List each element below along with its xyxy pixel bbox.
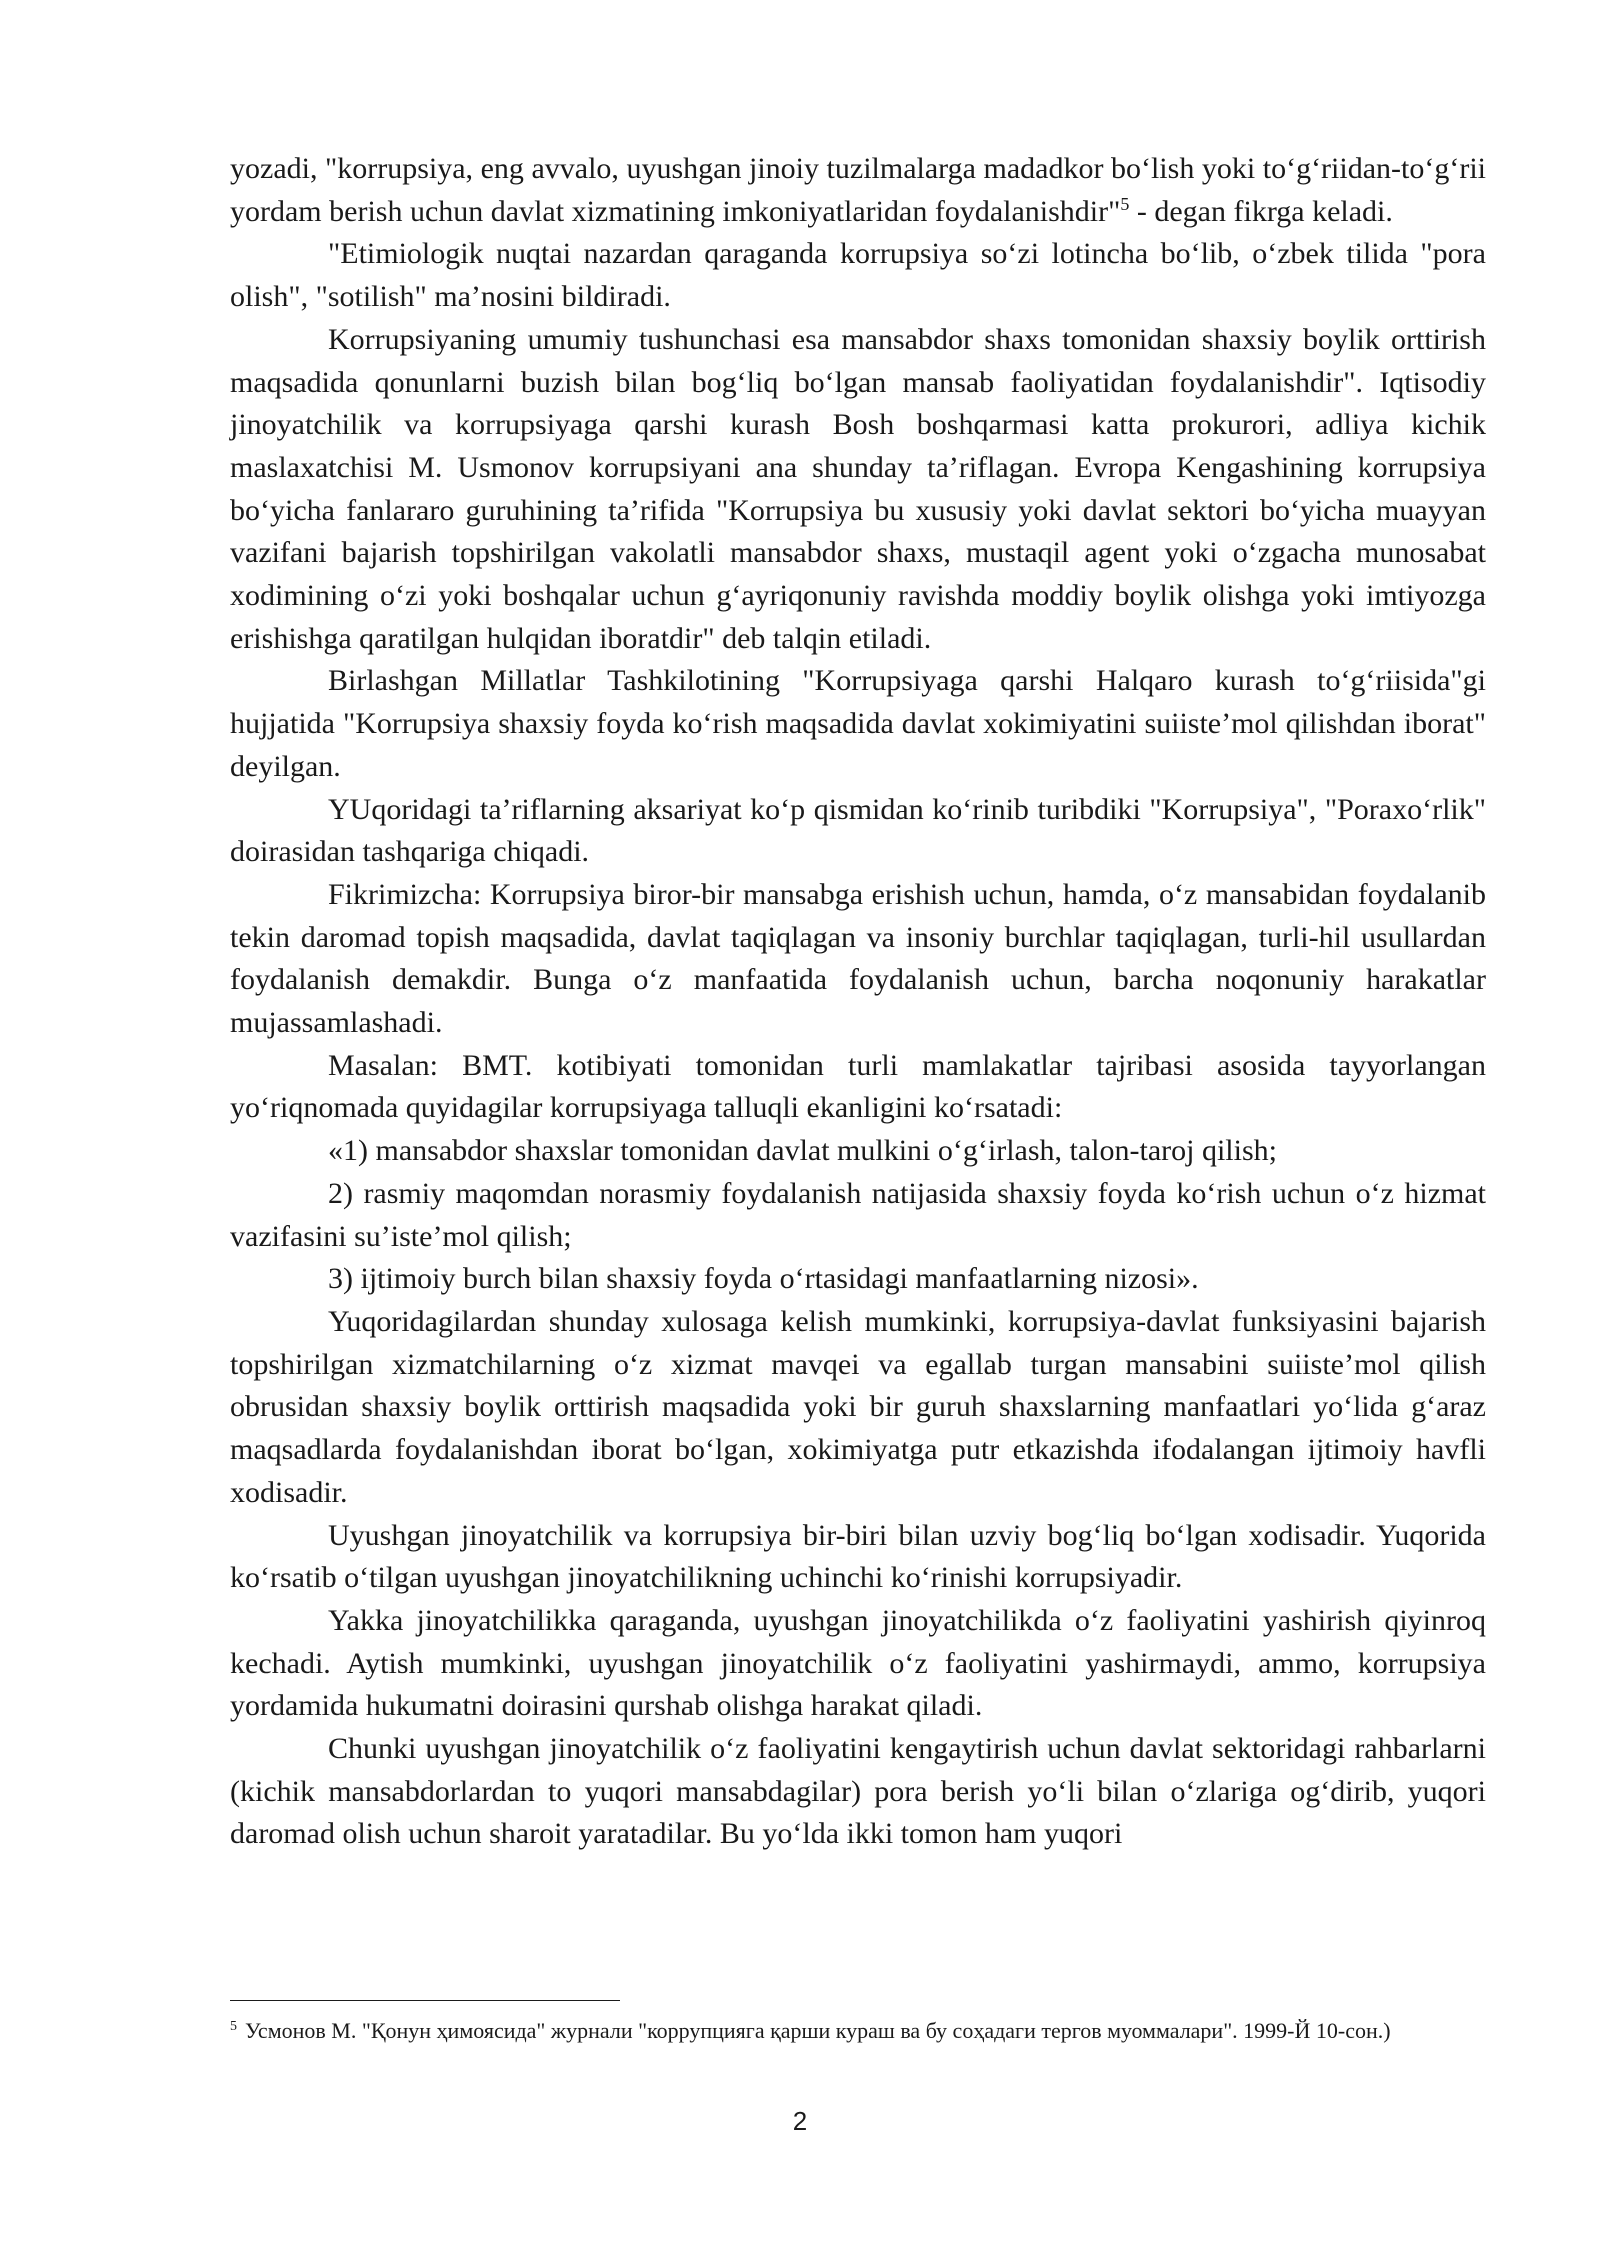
paragraph: YUqoridagi ta’riflarning aksariyat ko‘p qismidan ko‘rinib turibdiki "Korrupsiya", "Poraxo‘rlik" doirasidan tashqariga chiqadi. xyxy=(230,792,1486,869)
paragraph: Yuqoridagilardan shunday xulosaga kelish mumkinki, korrupsiya-davlat funksiyasini bajarish topshirilgan xizmatchilarning o‘z xizmat mavqei va egallab turgan mansabini suiiste’mol qilish obrusidan shaxsiy boylik orttirish maqsadida yoki bir guruh shaxslarning manfaatlari yo‘lida g‘araz maqsadlarda foydalanishdan iborat bo‘lgan, xokimiyatga putr etkazishda ifodalangan ijtimoiy havfli xodisadir. xyxy=(230,1304,1486,1509)
paragraph: Yakka jinoyatchilikka qaraganda, uyushgan jinoyatchilikda o‘z faoliyatini yashirish qiyinroq kechadi. Aytish mumkinki, uyushgan jinoyatchilik o‘z faoliyatini yashirmaydi, ammo, korrupsiya yordamida hukumatni doirasini qurshab olishga harakat qiladi. xyxy=(230,1603,1486,1723)
footnote-number: 5 xyxy=(230,2018,237,2034)
paragraph-text: yozadi, "korrupsiya, eng avvalo, uyushgan jinoiy tuzilmalarga madadkor bo‘lish yoki to‘g‘riidan-to‘g‘rii yordam berish uchun davlat xizmatining imkoniyatlaridan foydalanishdir" xyxy=(230,152,1486,228)
paragraph: Birlashgan Millatlar Tashkilotining "Korrupsiyaga qarshi Halqaro kurash to‘g‘riisida"gi hujjatida "Korrupsiya shaxsiy foyda ko‘rish maqsadida davlat xokimiyatini suiiste’mol qilishdan iborat" deyilgan. xyxy=(230,664,1486,783)
footnote-separator xyxy=(230,2000,620,2001)
footnote-text: Усмонов М. "Қонун ҳимоясида" журнали "коррупцияга қарши кураш ва бу соҳадаги тергов муоммалари". 1999-Й 10-сон.) xyxy=(245,2018,1391,2043)
paragraph: Chunki uyushgan jinoyatchilik o‘z faoliyatini kengaytirish uchun davlat sektoridagi rahbarlarni (kichik mansabdorlardan to yuqori mansabdagilar) pora berish yo‘li bilan o‘zlariga og‘dirib, yuqori daromad olish uchun sharoit yaratadilar. Bu yo‘lda ikki tomon ham yuqori xyxy=(230,1732,1486,1851)
list-item: 2) rasmiy maqomdan norasmiy foydalanish natijasida shaxsiy foyda ko‘rish uchun o‘z hizmat vazifasini su’iste’mol qilish; xyxy=(230,1176,1486,1253)
paragraph-continued xyxy=(230,148,1486,233)
paragraph-text: - degan fikrga keladi. xyxy=(1129,194,1393,228)
paragraph: Korrupsiyaning umumiy tushunchasi esa mansabdor shaxs tomonidan shaxsiy boylik orttirish maqsadida qonunlarni buzish bilan bog‘liq bo‘lgan mansab faoliyatidan foydalanishdir". Iqtisodiy jinoyatchilik va korrupsiyaga qarshi kurash Bosh boshqarmasi katta prokurori, adliya kichik maslaxatchisi M. Usmonov korrupsiyani ana shunday ta’riflagan. Evropa Kengashining korrupsiya bo‘yicha fanlararo guruhining ta’rifida "Korrupsiya bu xususiy yoki davlat sektori bo‘yicha muayyan vazifani bajarish topshirilgan vakolatli mansabdor shaxs, mustaqil agent yoki o‘zgacha munosabat xodimining o‘zi yoki boshqalar uchun g‘ayriqonuniy ravishda moddiy boylik olishga yoki imtiyozga erishishga qaratilgan hulqidan iboratdir" deb talqin etiladi. xyxy=(230,322,1486,655)
footnote xyxy=(230,2015,1486,2047)
page-number: 2 xyxy=(792,2106,808,2136)
paragraph: "Etimiologik nuqtai nazardan qaraganda korrupsiya so‘zi lotincha bo‘lib, o‘zbek tilida "pora olish", "sotilish" ma’nosini bildiradi. xyxy=(230,237,1486,314)
list-item: 3) ijtimoiy burch bilan shaxsiy foyda o‘rtasidagi manfaatlarning nizosi». xyxy=(328,1262,1199,1296)
paragraph: Uyushgan jinoyatchilik va korrupsiya bir-biri bilan uzviy bog‘liq bo‘lgan xodisadir. Yuqorida ko‘rsatib o‘tilgan uyushgan jinoyatchilikning uchinchi ko‘rinishi korrupsiyadir. xyxy=(230,1518,1486,1595)
page-body xyxy=(230,148,1486,1856)
paragraph: Fikrimizcha: Korrupsiya biror-bir mansabga erishish uchun, hamda, o‘z mansabidan foydalanib tekin daromad topish maqsadida, davlat taqiqlagan va insoniy burchlar taqiqlagan, turli-hil usullardan foydalanish demakdir. Bunga o‘z manfaatida foydalanish uchun, barcha noqonuniy harakatlar mujassamlashadi. xyxy=(230,877,1486,1040)
paragraph: Masalan: BMT. kotibiyati tomonidan turli mamlakatlar tajribasi asosida tayyorlangan yo‘riqnomada quyidagilar korrupsiyaga talluqli ekanligini ko‘rsatadi: xyxy=(230,1048,1486,1125)
footnote-reference[interactable]: 5 xyxy=(1120,193,1130,214)
list-item: «1) mansabdor shaxslar tomonidan davlat mulkini o‘g‘irlash, talon-taroj qilish; xyxy=(328,1134,1277,1168)
